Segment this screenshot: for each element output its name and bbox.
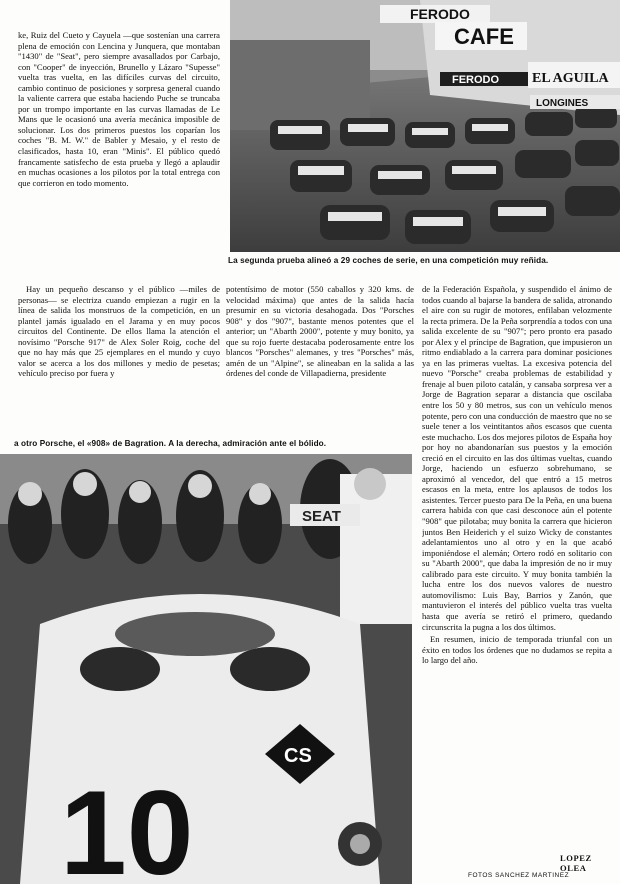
porsche-crowd-photo <box>0 454 412 884</box>
top-photo-caption: La segunda prueba alineó a 29 coches de serie, en una competición muy reñida. <box>228 256 549 265</box>
article-paragraph: potentísimo de motor (550 caballos y 320 kms. de velocidad máxima) que antes de la salida hacía presumir en su victoria desahogada. Dos "Porsches 908" y dos "907", bastante menos potentes que el anterior; un "Abarth 2000", potente y muy bonito, ya que su rojo fuerte destacaba poderosamente entre los blancos "Porsches" alemanes, y tres "Porsches" más, amén de un "Alpine", se alineaban en la salida a las órdenes del conde de Villapadierna, presidente <box>226 284 414 379</box>
porsche-crowd-illustration <box>0 454 412 884</box>
article-paragraph: de la Federación Española, y suspendido el ánimo de todos cuando al bajarse la bandera de salida, atronando el aire con su rugir de motores, enfilaban velozmente la recta primera. De la Peña sorprendía a todos con una salida excelente de su "907"; pero pronto era pasado por Alex y el príncipe de Bagration, que impusieron un ritmo endiablado a la carrera para dominar posiciones ya en las primeras vueltas. La excesiva potencia del nuevo "Porsche" creaba problemas de estabilidad y frenaje al buen piloto catalán, y cansaba sorpresa ver a Jorge de Bagration separar a distancia que oscilaba entre los 50 y 80 metros, sus con un vehículo menos potente, pero con una conducción de maestro que no se suele tener a los veintitantos años escasos que cuenta este muchacho. Los dos mejores pilotos de España hoy por hoy no abandonarían sus puestos y la emoción creció en el circuito en las dos últimas vueltas, cuando Jorge, haciendo un esfuerzo sobrehumano, se aproximó al vencedor, del que entró a 15 metros escasos en la meta, entre los aplausos de todos los asistentes. Tercer puesto para De la Peña, en una buena carrera habida con que casi desconoce aún el potente "908" que pilotaba; muy bonita la carrera que hicieron juntos Ben Heiderich y el suizo Wicky de constantes adelantamientos uno al otro y en la que acabó imponiéndose el alemán; Ortero rodó en solitario con su "Abarth 2000", que daba la impresión de no ir muy calibrado para este circuito. Y muy bonita también la lucha entre los dos nuevos valores de nuestro automovilismo: Luis Bay, Barrios y Zanón, que mantuvieron el interés del público vuelta tras vuelta hasta que avería se retiró el primero, quedando circunscrita la pugna a los dos últimos. <box>422 284 612 632</box>
race-start-photo <box>230 0 620 252</box>
article-column-4 <box>422 284 612 854</box>
photo-credit: FOTOS SANCHEZ MARTINEZ <box>468 872 570 879</box>
ferodo-sign-top: FERODO <box>410 6 470 22</box>
race-start-illustration <box>230 0 620 252</box>
article-column-1 <box>18 30 220 256</box>
ferodo-sign-lower: FERODO <box>452 74 500 86</box>
seat-banner: SEAT <box>302 508 341 525</box>
cafe-sign: CAFE <box>454 24 514 49</box>
article-paragraph: Hay un pequeño descanso y el público —miles de personas— se electriza cuando empiezan a rugir en la línea de salida los monstruos de la competición, en un plantel jamás igualado en el Jarama y en muy pocos circuitos del Continente. De ellos llama la atención el novísimo "Porsche 917" de Alex Soler Roig, coche del que no hay más que 25 ejemplares en el mundo y cuyo valor se acerca a los dos millones y medio de pesetas; vehículo preciso por fuera y <box>18 284 220 379</box>
bottom-photo-caption: a otro Porsche, el «908» de Bagration. A la derecha, admiración ante el bólido. <box>14 439 327 448</box>
cs-badge: CS <box>284 745 312 767</box>
el-aguila-sign: EL AGUILA <box>532 71 609 86</box>
car-number: 10 <box>60 766 194 884</box>
article-paragraph: En resumen, inicio de temporada triunfal con un éxito en todos los órdenes que no dudamos se repita a lo largo del año. <box>422 634 612 666</box>
article-paragraph: ke, Ruiz del Cueto y Cayuela —que sostenían una carrera plena de emoción con Lencina y Junquera, que montaban "1430" de "Seat", pero siempre avasallados por Carbajo, con "Cooper" de inyección, Brunello y Lázaro "Supesse" vuelta tras vuelta, en las difíciles curvas del circuito, cambio continuo de posiciones y sorpresa general cuando la valiente carrera que estaba haciendo Puche se truncaba por un trompo importante en las curvas llamadas de Le Mans que le ocasionó una avería mecánica imposible de solucionar. Los dos primeros puestos los coparían los coches "B. M. W." de Babler y Mesaio, y el resto de clasificados, hasta 10, eran "Minis". El público quedó francamente satisfecho de esta prueba y llegó a aplaudir en muchas ocasiones a los pilotos por la total entrega con que corrieron en todo momento. <box>18 30 220 188</box>
article-column-3 <box>226 284 414 424</box>
longines-sign: LONGINES <box>536 98 589 109</box>
author-signature: LOPEZ OLEA <box>560 853 592 873</box>
article-column-2 <box>18 284 220 450</box>
